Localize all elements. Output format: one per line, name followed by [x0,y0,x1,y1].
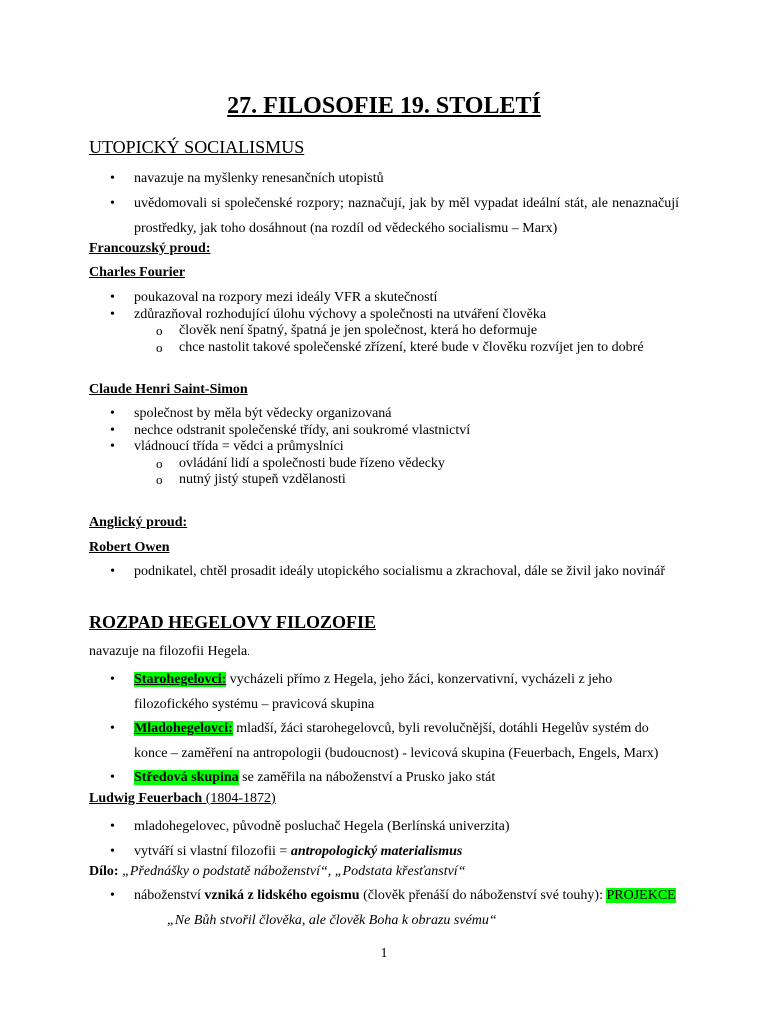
subheading-anglicky: Anglický proud: [89,515,188,530]
list-item: • uvědomovali si společenské rozpory; naznačují, jak by měl vypadat ideální stát, ale nenaznačují prostředky, jak toho dosáhnout (na rozdíl od vědeckého socialismu – Marx) [89,191,679,241]
name-owen: Robert Owen [89,540,170,555]
circle-bullet-icon: o [156,339,163,355]
list-item: • Středová skupina se zaměřila na náboženství a Prusko jako stát [89,766,679,791]
section-heading-rozpad: ROZPAD HEGELOVY FILOZOFIE [89,612,377,632]
list-item: • Starohegelovci: vycházeli přímo z Hegela, jeho žáci, konzervativní, vycházeli z jeho filozofického systému – pravicová skupina [89,668,679,717]
list-item: • mladohegelovec, původně posluchač Hegela (Berlínská univerzita) [89,815,679,840]
bullet-icon: • [110,439,115,454]
feuerbach-quote: „Ne Bůh stvořil člověka, ale člověk Boha k obrazu svému“ [167,913,497,928]
page-title: 27. FILOSOFIE 19. STOLETÍ [227,93,541,119]
feuerbach-list-2 [89,888,679,905]
bullet-icon: • [110,672,115,687]
fourier-list [89,290,679,356]
owen-list [89,564,679,581]
bullet-icon: • [110,290,115,305]
list-item: • Mladohegelovci: mladší, žáci starohegelovců, byli revolučnější, dotáhli Hegelův systém do konce – zaměření na antropologii (budoucnost) - levicová skupina (Feuerbach, Engels, Marx) [89,717,679,766]
list-item: • vytváří si vlastní filozofii = antropologický materialismus [89,840,679,865]
bullet-icon: • [110,422,115,438]
list-item: o nutný jistý stupeň vzdělanosti [156,472,346,487]
bullet-icon: • [110,770,115,785]
list-item: • nechce odstranit společenské třídy, ani soukromé vlastnictví [110,422,471,438]
list-item: • náboženství vzniká z lidského egoismu (člověk přenáší do náboženství své touhy): PROJEKCE [110,888,676,903]
feuerbach-list [89,815,679,864]
list-item: o chce nastolit takové společenské zřízení, které bude v člověku rozvíjet jen to dobré [156,339,644,355]
name-saint-simon: Claude Henri Saint-Simon [89,382,248,397]
list-item: o člověk není špatný, špatná je jen společnost, která ho deformuje [156,323,538,338]
bullet-icon: • [110,843,115,859]
bullet-icon: • [110,196,115,211]
page-number: 1 [380,946,388,961]
list-item: • zdůrazňoval rozhodující úlohu výchovy a společnosti na utváření člověka [110,306,547,322]
bullet-icon: • [110,721,115,736]
bullet-icon: • [110,819,115,834]
list-item: • společnost by měla být vědecky organizovaná [110,406,392,421]
section-heading-utopicky: UTOPICKÝ SOCIALISMUS [89,137,305,157]
circle-bullet-icon: o [156,455,163,471]
hegel-groups-list [89,668,679,791]
utopicky-list [89,166,679,241]
bullet-icon: • [110,406,115,421]
bullet-icon: • [110,888,115,903]
list-item: • podnikatel, chtěl prosadit ideály utopického socialismu a zkrachoval, dále se živil jako novinář [110,564,666,579]
circle-bullet-icon: o [156,472,163,487]
list-item: o ovládání lidí a společnosti bude řízeno vědecky [156,455,445,471]
name-fourier: Charles Fourier [89,265,186,280]
list-item: • poukazoval na rozpory mezi ideály VFR a skutečností [110,290,438,305]
list-item: • navazuje na myšlenky renesančních utopistů [89,166,679,191]
bullet-icon: • [110,306,115,322]
circle-bullet-icon: o [156,323,163,338]
rozpad-intro: navazuje na filozofii Hegela. [89,644,250,659]
bullet-icon: • [110,564,115,579]
saint-simon-list [89,406,679,489]
list-item: • vládnoucí třída = vědci a průmyslníci [110,439,344,454]
subheading-francouzsky: Francouzský proud: [89,241,211,256]
bullet-icon: • [110,171,115,186]
feuerbach-heading: Ludwig Feuerbach (1804-1872) [89,791,276,806]
feuerbach-dilo: Dílo: „Přednášky o podstatě náboženství“, „Podstata křesťanství“ [89,864,466,879]
